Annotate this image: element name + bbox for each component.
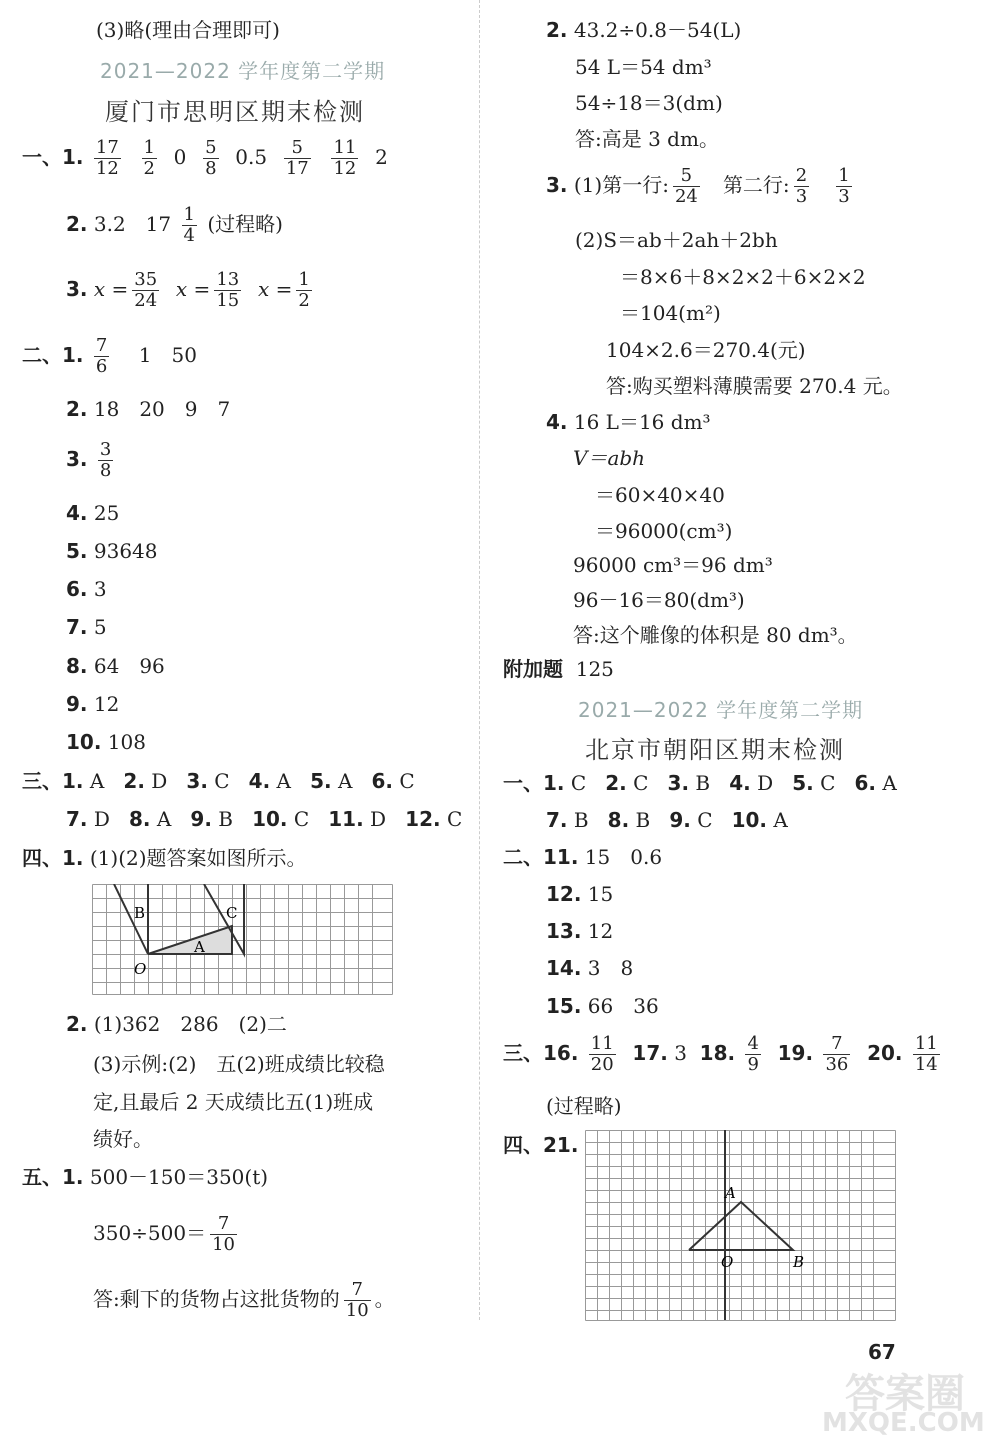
numerator: 7 (95, 335, 108, 356)
fraction (913, 1034, 940, 1075)
s2-q6 (66, 577, 107, 601)
numerator: 5 (284, 138, 311, 159)
answer: 15 0.6 (584, 845, 663, 869)
answer: 108 (107, 730, 146, 754)
denominator: 20 (590, 1054, 614, 1075)
r-q4-l6: 96－16＝80(dm³) (573, 588, 745, 612)
term-header-2: 2021—2022 学年度第二学期 (578, 698, 864, 722)
s1-label: 一、1. (22, 145, 84, 169)
answer: C (399, 769, 415, 793)
answer: C (633, 771, 649, 795)
question-number: 17. (632, 1041, 668, 1065)
denominator: 15 (216, 290, 240, 311)
numerator: 7 (823, 1034, 850, 1055)
grid-figure-right (585, 1130, 897, 1322)
question-number: 8. (607, 808, 630, 832)
b4-label (503, 1133, 578, 1157)
r-q2-l4: 答:高是 3 dm。 (575, 127, 719, 151)
s2-q8 (66, 654, 165, 678)
answer: B (218, 807, 233, 831)
b2-q11 (503, 845, 662, 869)
var-x: x = (175, 277, 211, 301)
question-number: 2. (123, 769, 145, 793)
numerator: 7 (344, 1280, 371, 1301)
s2-q10 (66, 730, 146, 754)
answer: D (151, 769, 168, 793)
fraction (331, 138, 358, 179)
answer: B (635, 808, 651, 832)
r-q3-l5: 104×2.6＝270.4(元) (606, 338, 806, 362)
answer: C (214, 769, 230, 793)
fraction (836, 166, 851, 207)
answer: 3 8 (587, 956, 634, 980)
label-B: B (793, 1253, 805, 1271)
answer: 43.2÷0.8－54(L) (573, 18, 742, 42)
question-number: 19. (777, 1041, 814, 1065)
answer: 3 (93, 577, 107, 601)
answer: B (695, 771, 711, 795)
s4-q2-line3: 定,且最后 2 天成绩比五(1)班成 (93, 1090, 374, 1114)
s2-q4 (66, 501, 119, 525)
answer: D (757, 771, 774, 795)
s3-label: 三、 (22, 769, 62, 793)
numerator: 3 (99, 439, 112, 460)
fraction (182, 205, 197, 246)
column-divider (479, 0, 480, 1320)
answer: 12 (587, 919, 614, 943)
s2-q9 (66, 692, 119, 716)
answer-label: 第二行: (722, 173, 790, 197)
answer: A (882, 771, 897, 795)
answer: C (293, 807, 310, 831)
answer: 500－150＝350(t) (89, 1165, 269, 1189)
fraction (794, 166, 809, 207)
fraction (745, 1034, 760, 1075)
question-number: 10. (252, 807, 288, 831)
denominator: 10 (212, 1234, 236, 1255)
fraction (284, 138, 311, 179)
denominator: 3 (795, 186, 808, 207)
s4-q1 (22, 846, 307, 870)
answer: B (573, 808, 589, 832)
label-A: A (194, 938, 205, 956)
answer: C (697, 808, 713, 832)
question-number: 9. (190, 807, 212, 831)
question-number: 6. (66, 577, 88, 601)
question-number: 11. (328, 807, 364, 831)
watermark-text: MXQE.COM (822, 1408, 985, 1438)
fraction (98, 440, 113, 481)
answer: 1 50 (138, 343, 197, 367)
r-q4-l7: 答:这个雕像的体积是 80 dm³。 (573, 623, 858, 647)
numerator: 11 (333, 137, 357, 158)
answer: A (89, 769, 105, 793)
question-number: 3. (66, 447, 88, 471)
label-C: C (226, 904, 238, 922)
denominator: 8 (205, 158, 217, 179)
question-number: 12. (405, 807, 441, 831)
s5-l1 (22, 1165, 268, 1189)
fraction (296, 270, 311, 311)
b3-row (503, 1034, 944, 1075)
answer: 93648 (93, 539, 158, 563)
question-number: 2. (66, 1012, 88, 1036)
answer: 12 (93, 692, 120, 716)
fraction (214, 270, 241, 311)
grid-figure-left (92, 884, 394, 996)
question-number: 6. (854, 771, 876, 795)
question-number: 3. (186, 769, 208, 793)
answer: 18 20 9 7 (93, 397, 231, 421)
answer: 答:剩下的货物占这批货物的 (93, 1287, 340, 1311)
numerator: 4 (747, 1033, 759, 1054)
question-number: 5. (792, 771, 814, 795)
var-x: x = (257, 277, 293, 301)
r-q4-l5: 96000 cm³＝96 dm³ (573, 553, 773, 577)
numerator: 5 (205, 137, 217, 158)
s4-label: 四、1. (22, 846, 84, 870)
numerator: 11 (914, 1033, 938, 1054)
question-number: 4. (546, 410, 568, 434)
question-number: 6. (371, 769, 393, 793)
answer: D (93, 807, 110, 831)
label-A: A (725, 1184, 736, 1202)
exam-title-1: 厦门市思明区期末检测 (105, 98, 365, 126)
fraction (94, 336, 109, 377)
extra-label: 附加题 (503, 657, 563, 681)
question-number: 18. (699, 1041, 736, 1065)
b2-q15 (546, 994, 659, 1018)
b3-note: (过程略) (546, 1094, 622, 1118)
fraction (203, 138, 218, 179)
answer: 64 96 (93, 654, 165, 678)
denominator: 2 (298, 290, 310, 311)
denominator: 3 (838, 186, 850, 207)
numerator: 1 (183, 204, 195, 225)
denominator: 24 (134, 290, 158, 311)
label-O: O (721, 1253, 734, 1271)
question-number: 4. (66, 501, 88, 525)
s2-q1 (22, 336, 197, 377)
numerator: 17 (95, 137, 119, 158)
r-q3-l4: ＝104(m²) (620, 301, 721, 325)
term-header-1: 2021—2022 学年度第二学期 (100, 59, 386, 83)
b2-label: 二、 (503, 845, 543, 869)
answer: 350÷500＝ (93, 1221, 207, 1245)
b2-q13 (546, 919, 613, 943)
question-number: 5. (66, 539, 88, 563)
page-number: 67 (868, 1340, 896, 1364)
r-q4-l4: ＝96000(cm³) (595, 519, 733, 543)
value: 0.5 (235, 145, 268, 169)
question-number: 2. (66, 212, 88, 236)
b3-label: 三、 (503, 1041, 543, 1065)
s4-q2-line2: (3)示例:(2) 五(2)班成绩比较稳 (93, 1052, 385, 1076)
denominator: 14 (914, 1054, 938, 1075)
s1-q3 (66, 270, 316, 311)
question-number: 8. (66, 654, 88, 678)
answer: C (820, 771, 836, 795)
question-number: 15. (546, 994, 582, 1018)
question-number: 5. (310, 769, 332, 793)
answer: A (773, 808, 788, 832)
b1-row1 (503, 771, 897, 795)
question-number: 10. (731, 808, 768, 832)
denominator: 6 (95, 356, 108, 377)
answer: A (337, 769, 353, 793)
answer: A (156, 807, 172, 831)
question-number: 9. (669, 808, 691, 832)
question-number: 1. (543, 771, 565, 795)
denominator: 2 (143, 158, 155, 179)
s2-q7 (66, 615, 107, 639)
numerator: 35 (134, 269, 158, 290)
s4-q2-line4: 绩好。 (93, 1127, 153, 1151)
denominator: 10 (345, 1300, 369, 1321)
numerator: 1 (298, 269, 310, 290)
question-number: 7. (66, 807, 88, 831)
question-number: 12. (546, 882, 582, 906)
s1-q2 (66, 205, 283, 246)
answer: 3 (674, 1041, 687, 1065)
question-number: 4. (248, 769, 271, 793)
var-x: x = (93, 277, 129, 301)
question-number: 3. (66, 277, 88, 301)
s5-label: 五、1. (22, 1165, 84, 1189)
r-q4-l2: V＝abh (573, 446, 646, 470)
extra-question (503, 657, 614, 681)
s5-l3 (93, 1280, 395, 1321)
numerator: 5 (673, 166, 700, 187)
answer: (1)(2)题答案如图所示。 (89, 846, 307, 870)
note: (过程略) (207, 212, 283, 236)
question-number: 10. (66, 730, 102, 754)
fraction (673, 166, 700, 207)
s4-q2-line1 (66, 1012, 287, 1036)
r-q3-l2: (2)S＝ab＋2ah＋2bh (575, 228, 778, 252)
denominator: 8 (99, 460, 112, 481)
s2-q3 (66, 440, 117, 481)
question-number: 7. (546, 808, 568, 832)
question-number: 7. (66, 615, 88, 639)
fraction (589, 1034, 616, 1075)
s3-row2 (66, 807, 462, 831)
fraction (132, 270, 159, 311)
answer: (1)362 286 (2)二 (93, 1012, 287, 1036)
fraction (823, 1034, 850, 1075)
answer: A (276, 769, 291, 793)
numerator: 7 (210, 1214, 237, 1235)
b2-q14 (546, 956, 633, 980)
answer: 15 (587, 882, 614, 906)
answer-label: (1)第一行: (573, 173, 669, 197)
label-B: B (134, 904, 146, 922)
answer: C (570, 771, 587, 795)
denominator: 36 (825, 1054, 849, 1075)
answer: 16 L＝16 dm³ (573, 410, 711, 434)
numerator: 1 (143, 137, 155, 158)
question-number: 14. (546, 956, 582, 980)
value: 2 (375, 145, 388, 169)
denominator: 17 (285, 158, 309, 179)
answer: 5 (93, 615, 107, 639)
s2-q2 (66, 397, 230, 421)
top-note: (3)略(理由合理即可) (96, 18, 280, 42)
answer: 66 36 (587, 994, 659, 1018)
r-q3-l1 (546, 166, 856, 207)
question-number: 16. (543, 1041, 579, 1065)
s5-l2 (93, 1214, 241, 1255)
numerator: 13 (216, 269, 240, 290)
question-number: 13. (546, 919, 582, 943)
r-q4-l3: ＝60×40×40 (595, 483, 725, 507)
fraction (344, 1280, 371, 1321)
r-q3-l3: ＝8×6＋8×2×2＋6×2×2 (620, 265, 866, 289)
period: 。 (374, 1287, 395, 1311)
s2-label: 二、1. (22, 343, 84, 367)
question-number: 3. (546, 173, 568, 197)
s3-row1 (22, 769, 415, 793)
value: 0 (173, 145, 187, 169)
r-q4-l1 (546, 410, 711, 434)
answer: D (370, 807, 387, 831)
r-q2-l3: 54÷18＝3(dm) (575, 91, 723, 115)
question-number: 3. (667, 771, 690, 795)
b1-row2 (546, 808, 788, 832)
s1-q1 (22, 138, 388, 179)
r-q2-l2: 54 L＝54 dm³ (575, 55, 712, 79)
question-number: 4. (729, 771, 751, 795)
b1-label: 一、 (503, 771, 543, 795)
grid-lines (586, 1131, 896, 1321)
fraction (94, 138, 121, 179)
question-number: 2. (546, 18, 568, 42)
fraction (142, 138, 157, 179)
label-O: O (134, 960, 147, 978)
question-number: 8. (129, 807, 151, 831)
answer: C (446, 807, 463, 831)
question-number: 11. (543, 845, 579, 869)
question-number: 1. (62, 769, 84, 793)
watermark-cn: 答案圈 (845, 1371, 965, 1417)
b4-section: 四、21. (503, 1133, 579, 1157)
question-number: 20. (867, 1041, 903, 1065)
b2-q12 (546, 882, 613, 906)
numerator: 1 (838, 165, 850, 186)
denominator: 9 (747, 1054, 759, 1075)
denominator: 24 (674, 186, 698, 207)
question-number: 2. (605, 771, 627, 795)
denominator: 12 (333, 158, 357, 179)
denominator: 4 (183, 225, 195, 246)
s2-q5 (66, 539, 158, 563)
answer: 3.2 17 (93, 212, 172, 236)
fraction (210, 1214, 237, 1255)
question-number: 9. (66, 692, 88, 716)
r-q3-l6: 答:购买塑料薄膜需要 270.4 元。 (606, 374, 903, 398)
answer: 125 (575, 657, 614, 681)
question-number: 2. (66, 397, 88, 421)
numerator: 11 (590, 1033, 614, 1054)
r-q2-l1 (546, 18, 741, 42)
grid-lines (93, 885, 393, 995)
denominator: 12 (95, 158, 119, 179)
numerator: 2 (795, 165, 808, 186)
answer: 25 (93, 501, 120, 525)
exam-title-2: 北京市朝阳区期末检测 (585, 736, 845, 764)
